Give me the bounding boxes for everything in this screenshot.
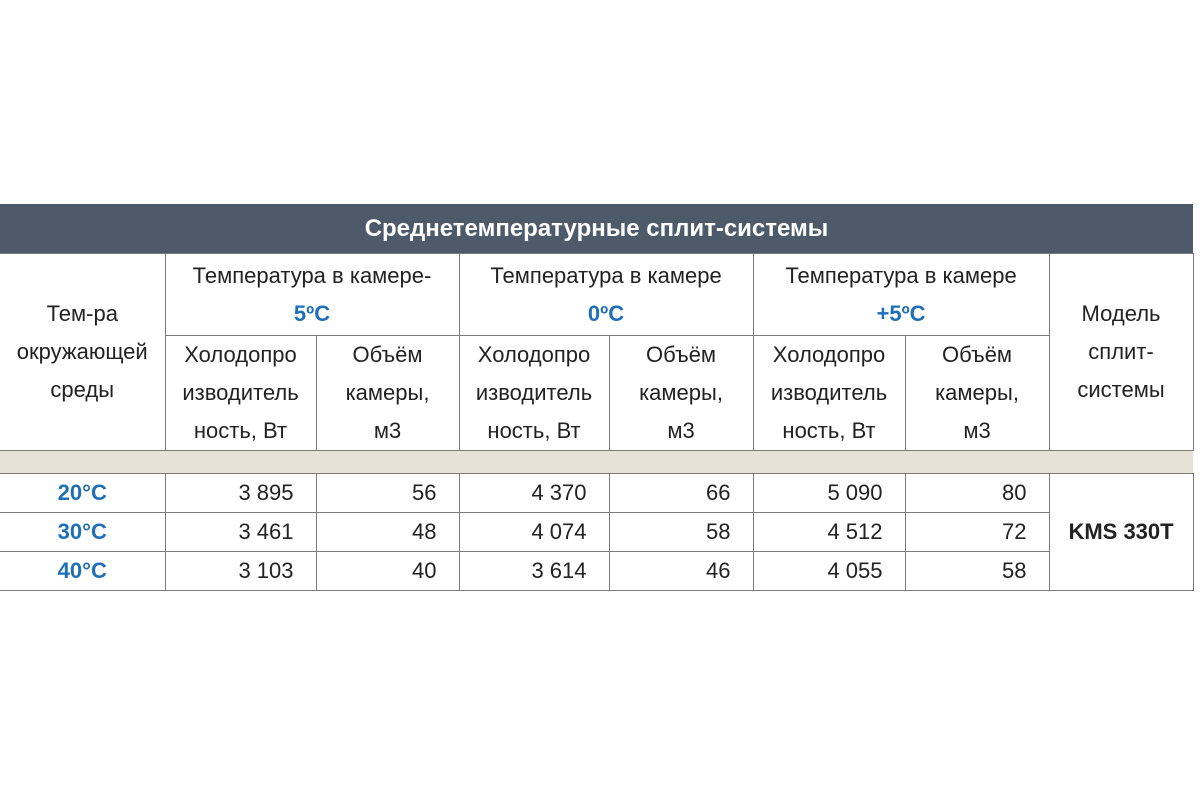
separator-band — [0, 451, 1193, 474]
volume-cell: 58 — [905, 552, 1049, 591]
volume-cell: 48 — [316, 513, 459, 552]
volume-cell: 66 — [609, 474, 753, 513]
volume-cell: 80 — [905, 474, 1049, 513]
capacity-cell: 4 055 — [753, 552, 905, 591]
spec-table — [0, 253, 1194, 591]
model-cell: KMS 330T — [1049, 474, 1193, 591]
ambient-temp-cell: 30°С — [0, 513, 165, 552]
group-header-plus5: Температура в камере +5ºС — [753, 254, 1049, 336]
table-row — [0, 474, 1193, 513]
capacity-cell: 4 074 — [459, 513, 609, 552]
group-header-minus5: Температура в камере- 5ºС — [165, 254, 459, 336]
volume-subheader: Объём камеры, м3 — [316, 336, 459, 451]
volume-subheader: Объём камеры, м3 — [905, 336, 1049, 451]
capacity-cell: 4 370 — [459, 474, 609, 513]
table-row — [0, 552, 1193, 591]
capacity-cell: 3 103 — [165, 552, 316, 591]
capacity-subheader: Холодопро изводитель ность, Вт — [459, 336, 609, 451]
capacity-subheader: Холодопро изводитель ность, Вт — [165, 336, 316, 451]
volume-cell: 56 — [316, 474, 459, 513]
capacity-cell: 3 461 — [165, 513, 316, 552]
ambient-temp-cell: 40°С — [0, 552, 165, 591]
volume-cell: 46 — [609, 552, 753, 591]
ambient-temp-header: Тем-ра окружающей среды — [0, 254, 165, 451]
table-row — [0, 513, 1193, 552]
capacity-cell: 4 512 — [753, 513, 905, 552]
group-header-0: Температура в камере 0ºС — [459, 254, 753, 336]
capacity-subheader: Холодопро изводитель ность, Вт — [753, 336, 905, 451]
capacity-cell: 3 895 — [165, 474, 316, 513]
model-header: Модель сплит-системы — [1049, 254, 1193, 451]
volume-cell: 72 — [905, 513, 1049, 552]
ambient-temp-cell: 20°С — [0, 474, 165, 513]
table-title: Среднетемпературные сплит-системы — [0, 204, 1193, 253]
volume-cell: 40 — [316, 552, 459, 591]
volume-cell: 58 — [609, 513, 753, 552]
capacity-cell: 3 614 — [459, 552, 609, 591]
capacity-cell: 5 090 — [753, 474, 905, 513]
volume-subheader: Объём камеры, м3 — [609, 336, 753, 451]
